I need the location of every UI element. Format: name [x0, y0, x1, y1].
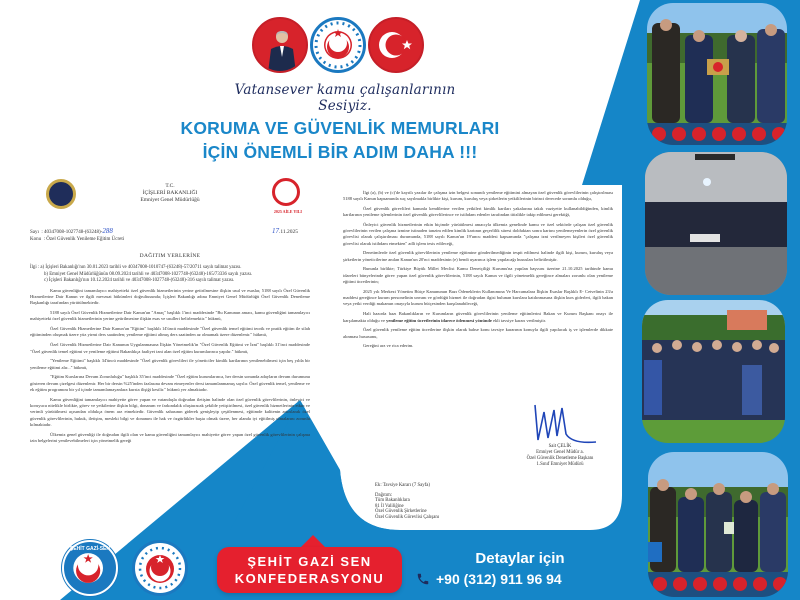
photo-image: [647, 3, 787, 145]
crescent-star-icon: [313, 20, 363, 70]
confederation-badge: [132, 540, 188, 596]
crescent-star-icon: [64, 542, 116, 594]
turkish-flag-emblem: [368, 17, 424, 73]
letter-paragraph: Gereğini arz ve rica ederim.: [363, 343, 414, 349]
letter-paragraph: Hali hazırda bazı Bakanlıkların ve Kurumların güvenlik görevlilerinin yenileme eğitimlerini Bakan ve Kurum Başkanı onayı ile karşılamakta olduğu ve yenileme eğitim ücretlerinin idarece ödenmesi yönünde ekli tavsiye kararı verilmiştir.: [343, 311, 613, 323]
letter-paragraph: İlgi (a), (b) ve (c)'de kayıtlı yazılar ile çalışma izin belgesi sonundı yenileme eğitimini almayan özel güvenlik görevlilerinin çalıştırılması 5188 sayılı Kanun kapsamında suç sayılmakla birlikte kişi, kurum, kuruluş veya şirketlerin yetkililerinin birinci derecede sorumlu olduğu,: [343, 189, 613, 201]
title-line-1: KORUMA VE GÜVENLİK MEMURLARI: [180, 118, 500, 138]
photo-outdoor-group: [642, 300, 785, 443]
photo-book-presentation: [648, 452, 788, 597]
photo-plaque-presentation: [647, 3, 787, 145]
family-year-seal-icon: [272, 178, 300, 206]
photo-image: [642, 300, 785, 443]
signature-icon: [530, 400, 600, 445]
ataturk-portrait-emblem: [252, 17, 308, 73]
letter-paragraph: Özel güvenlik görevlileri kanunla kendilerine verilen yetkileri kimlik kartları yakalarına takılı vaziyette kullanabildiğinden, kimlik kartlarının yenileme işlemlerinin özel güvenlik görevlilerince ve istihdam edenler tarafından titizlikle takip edilmesi gerektiği,: [343, 205, 613, 217]
signature-block: Sait ÇELİK Emniyet Genel Müdür a. Özel Güvenlik Denetleme Başkanı 1.Sınıf Emniyet Müdürü: [526, 444, 594, 467]
contact-info: [410, 550, 610, 587]
reference-list: İlgi : a) İçişleri Bakanlığı'nın 30.01.2023 tarihli ve 40347008-1010747-(63248)-57/20711 sayılı talimat yazısı. b) Emniyet Genel Müdürlüğünün 08.09.2024 tarihli ve 40347008-1027748-(63248)-165/73336 sayılı yazısı. c) İçişleri Bakanlığı'nın 10.12.2024 tarihli ve 40347008-1027748-(63248)-316 sayılı talimat yazısı.: [30, 265, 253, 283]
flag-crescent-icon: [370, 19, 422, 71]
page-title: [140, 116, 540, 164]
letter-paragraph: "Yenileme Eğitimi" başlıklı 34'üncü maddesinde "Özel güvenlik görevlileri ile yöneticiler kimlik kartlarının yenilenebilmesi için beş yılda bir yenileme eğitimi alır..." hükmü,: [30, 358, 310, 370]
contact-label: Detaylar için: [475, 550, 565, 567]
letter-paragraph: "Eğitim Kurslarına Devam Zorunluluğu" başlıklı 35'inci maddesinde "Özel eğitim kurumlarınca, her dersin sonunda adayların devam durumunu gösteren devam çizelgesi düzenlenir. Her bir dersin %25'inden fazlasına devam etmeyenler dersi tamamlanmamış sayılır. Özel güvenlik temel, yenileme ve ek eğitim programını bir yıl içinde tamamlamayanlara kursta ilişiği kesilir." hükmü yer almaktadır.: [30, 374, 311, 393]
letter-paragraph: Önleyici güvenlik hizmetlerinin etkin biçimde yürütülmesi amacıyla ülkemiz genelinde kamu ve özel sektörde çalışan özel güvenlik görevlilerinin verilen çalışma izmine istinaden tanzim edilen kimlik kartının geçerlilik süresi dolduktan sonra kartını yenilemeyenlerin özel güvenlik görevlisi olarak çalıştırılması durumunda, 5188 sayılı Kanun'un 19'uncu maddesi kapsamında "çalışma izni verilmeyen kişileri özel güvenlik görevlisi olarak istihdam etmekten" adli işlem tesis edileceği,: [343, 221, 613, 246]
letter-header: T.C. İÇİŞLERİ BAKANLIĞI Emniyet Genel Müdürlüğü 2025 AİLE YILI: [30, 175, 310, 220]
distribution-heading: DAĞITIM YERLERİNE: [139, 253, 201, 259]
title-line-2: İÇİN ÖNEMLİ BİR ADIM DAHA !!!: [202, 142, 478, 162]
letter-date: 17.11.2025: [271, 227, 298, 235]
letter-paragraph: 5188 sayılı Özel Güvenlik Hizmetlerine Dair Kanun'un "Amaç" başlıklı 1'inci maddesinde "Bu Kanunun amacı, kamu güvenliğini tamamlayıcı mahiyetteki özel güvenlik hizmetlerinin yerine getirilmesine ilişkin esas ve usulleri belirlemektir." hükmü,: [30, 310, 310, 322]
letter-paragraph: Kamu güvenliğini tamamlayıcı mahiyette görev yapan ve vatandaşla doğrudan iletişim halinde olan özel güvenlik görevlilerinin, önleyici ve koruyucu nitelikle birlikte, görev ve yetkilerine ilişkin bilgi, donanım ve farkındalık oluşturacak şekilde yetiştirilmesi, özel güvenlik hizmetlerinin etkin ve verimli yürütülmesi açısından oldukça önem arz etmektedir. Güvenlik sahasının giderek genişleyip çeşitlenmesi, eğitimde kalitenin artırılarak özel güvenlik görevlilerinin, hukuk, iletişim, mesleki bilgi ve donanım ile hak ve özgürlükler başta olmak üzere, her alanda iyi eğitilmiş olmalarını zorunlu kılmaktadır.: [30, 396, 310, 428]
official-letter-page-1: [30, 175, 310, 515]
footer-badges: [62, 540, 188, 596]
official-letter-page-2: [343, 186, 613, 350]
letter-paragraph: Kamu güvenliğini tamamlayıcı mahiyetteki özel güvenlik hizmetlerinin yerine getirilmesine ilişkin usul ve esaslar, 5188 sayılı Özel Güvenlik Hizmetlerine Dair Kanun ve ilgili mevzuat hükümleri doğrultusunda; İçişleri Bakanlığı adına Emniyet Genel Müdürlüğü Özel Güvenlik Denetleme Başkanlığı tarafından yürütülmektedir.: [30, 287, 310, 306]
slogan: Vatansever kamu çalışanlarının Sesiyiz.: [234, 82, 456, 114]
letter-paragraph: Özel Güvenlik Hizmetlerine Dair Kanunun Uygulanmasına İlişkin Yönetmelik'in "Özel Güvenlik Eğitimi ve İzni" başlıklı 31'inci maddesinde "Özel güvenlik temel eğitimi ve yenileme eğitimi Bakanlıkça faaliyet izni alan özel eğitim kurumlarınca yapılır." hükmü,: [30, 342, 310, 354]
phone-icon: [416, 572, 430, 586]
annex-and-distribution: Ek: Tavsiye Kararı (7 Sayfa) Dağıtım: Tüm Bakanlıklara 81 İl Valiliğine Özel Güvenlik Şirketlerine Özel Güvenlik Görevlisi Çalışanı: [375, 483, 440, 520]
letter-paragraph: Ülkemiz genel güvenliği ile doğrudan ilgili olan ve kamu güvenliğini tamamlayıcı mahiyette görev yapan özel güvenlik görevlilerinin çalışma izin belgelerini yenilevebilmeleri için yönetmelik gereği: [30, 431, 310, 444]
photo-image: [648, 452, 788, 597]
letter-meta: Sayı : 40347008-1027748-(63248)-288 Konu : Özel Güvenlik Yenileme Eğitim Ücreti 17.11.2025: [30, 227, 298, 242]
letter-paragraph: 2025 yılı Merkezi Yönetim Bütçe Kanununun Bazı Ödeneklerin Kullanımına Ve Harcamalara İlişkin Esaslar Başlıklı E- Cetvelinin 23/a maddesi gereğince kurum personelinin unvanı ve gördüğü hizmet ile doğrudan ilgisi bulunan kurslara katılınmasına ilişkin kurs giderleri, ilgili bakan veya yetki verdiği makamın onayıyla kurum bütçesinden karşılanabileceği,: [343, 288, 613, 307]
header-emblems: [252, 16, 432, 74]
letter-paragraph: Özel Güvenlik Hizmetlerine Dair Kanun'un "Eğitim" başlıklı 14'üncü maddesinde "Özel güvenlik temel eğitimi teorik ve pratik eğitim ile silah eğitiminden oluşmak üzere yüz yirmi ders saatinden; yenileme eğitimi altmış ders saatinden az olmamak üzere düzenlenir." hükmü,: [30, 326, 310, 338]
photo-image: [645, 152, 787, 295]
phone-number: +90 (312) 911 96 94: [436, 571, 562, 587]
letter-paragraph: Bununla birlikte; Türkiye Büyük Millet Meclisi Kamu Denetçiliği Kurumu'na yapılan başvuru üzerine 21.10.2025 tarihinde kamu idareleri bünyelerinde görev yapan özel güvenlik görevlilerinin, 5188 sayılı Kanun ve ilgili yönetmelik gereğince almaları zorunlu olan yenileme eğitimi ücretlerinin;: [343, 266, 613, 285]
ministry-heading: T.C. İÇİŞLERİ BAKANLIĞI Emniyet Genel Müdürlüğü: [140, 183, 200, 203]
crescent-star-icon: [135, 543, 185, 593]
letter-paragraph: Özel güvenlik yenileme eğitim ücretlerine ilişkin olarak bahse konu tavsiye kararının konuyla ilgili yapılacak iş ve işlemlerde dikkate alınması hususunu,: [343, 327, 613, 339]
confederation-cta-button[interactable]: ŞEHİT GAZİ SEN KONFEDERASYONU: [217, 547, 402, 593]
portrait-icon: [266, 27, 296, 73]
phone-link[interactable]: [410, 571, 610, 587]
photo-conference-hall-group: [645, 152, 787, 295]
union-emblem: [310, 17, 366, 73]
sehit-gazi-sen-badge: ŞEHİT GAZİ-SEN: [62, 540, 118, 596]
letter-paragraph: Denetimlerde özel güvenlik görevlilerinin yenileme eğitimine gönderilmediğinin tespit edilmesi halinde ilgili kişi, kurum, kuruluş veya şirketlerin yöneticilerine anılan Kanun'un 20'nci maddesinin (e) bendi uyarınca işlem yapılacağı hususları belirtilmiştir.: [343, 250, 613, 262]
